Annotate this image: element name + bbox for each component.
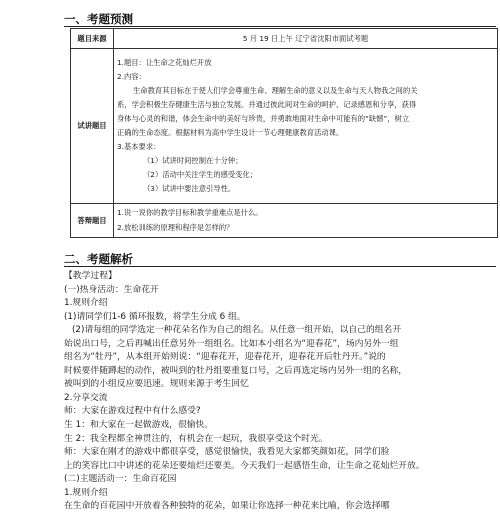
paragraph: 始说出口号，之后再喊出任意另外一组组名。比如本小组名为“迎春花”，场内另外一组 bbox=[64, 338, 399, 349]
topic-line: 1.题目：让生命之花灿烂开放 bbox=[117, 58, 212, 67]
paragraph: 1.规则介绍 bbox=[64, 298, 108, 309]
topic-line: 3.基本要求： bbox=[117, 142, 161, 151]
section-divider bbox=[64, 26, 496, 27]
section-title-predict: 一、考题预测 bbox=[64, 12, 133, 26]
paragraph: 师：大家在刚才的游戏中都很享受，感觉很愉快，我看见大家都笑颜如花，同学们脸 bbox=[64, 447, 390, 458]
defense-content bbox=[114, 204, 498, 238]
paragraph: 组名为“牡丹”，从本组开始则说：“迎春花开，迎春花开，迎春花开后牡丹开。”说的 bbox=[64, 352, 386, 363]
section-title-analysis: 二、考题解析 bbox=[64, 252, 133, 266]
section-divider bbox=[64, 266, 496, 267]
label-defense: 答辩题目 bbox=[71, 204, 114, 238]
paragraph: (二)主题活动一：生命百花园 bbox=[64, 474, 177, 485]
label-source: 题目来源 bbox=[71, 29, 114, 49]
paragraph: 生 1：和大家在一起做游戏，很愉快。 bbox=[64, 420, 214, 431]
exam-table bbox=[70, 28, 498, 238]
paragraph: 2.分享交流 bbox=[64, 392, 108, 403]
topic-line: 正确的生命态度。根据材料为高中学生设计一节心理健康教育活动课。 bbox=[117, 128, 344, 137]
topic-line: 2.内容： bbox=[117, 72, 146, 81]
paragraph: (一)热身活动：生命花开 bbox=[64, 284, 159, 295]
paragraph: 在生命的百花园中开放着各种独特的花朵，如果让你选择一种花来比喻，你会选择哪 bbox=[64, 501, 390, 512]
table-row-defense bbox=[71, 204, 498, 238]
topic-line: 系，学会积极生存健康生活与独立发展。并通过彼此间对生命的呵护、记录感恩和分享，获得 bbox=[117, 100, 417, 109]
paragraph: (1)请同学们1-6 循环报数，将学生分成 6 组。 bbox=[64, 311, 246, 322]
analysis-body bbox=[64, 270, 496, 514]
value-source: 5 月 19 日上午 辽宁省沈阳市面试考题 bbox=[114, 29, 498, 49]
defense-line: 2.放松训练的原理和程序是怎样的？ bbox=[117, 223, 234, 232]
topic-line: （3）试讲中要注意引导性。 bbox=[143, 184, 236, 193]
paragraph: 1.规则介绍 bbox=[64, 487, 108, 498]
topic-line: （2）活动中关注学生的感受变化； bbox=[143, 170, 258, 179]
topic-line: （1）试讲时间控制在十分钟； bbox=[143, 156, 243, 165]
topic-line: 身体与心灵的和谐，体会生命中的美好与珍贵，并勇敢地面对生命中可能有的“缺憾”，树立 bbox=[117, 114, 410, 123]
defense-line: 1.说一说你的教学目标和教学重难点是什么。 bbox=[117, 208, 263, 217]
paragraph: (2)请每组的同学选定一种花朵名作为自己的组名。从任意一组开始，以自己的组名开 bbox=[72, 325, 402, 336]
paragraph: 师：大家在游戏过程中有什么感受? bbox=[64, 406, 201, 417]
label-topic: 试讲题目 bbox=[71, 49, 114, 204]
paragraph: 时候要伴随蹲起的动作，被叫到的牡丹组要重复口号，之后再选定场内另外一组的名称， bbox=[64, 365, 408, 376]
topic-content bbox=[114, 49, 498, 204]
paragraph: 生 2：我全程都全神贯注的，有机会在一起玩，我很享受这个时光。 bbox=[64, 433, 328, 444]
paragraph: 被叫到的小组反应要迅速。规则来源于考生回忆 bbox=[64, 379, 249, 390]
paragraph: 上的笑容比口中讲述的花朵还要灿烂还要美。今天我们一起感悟生命，让生命之花灿烂开放。 bbox=[64, 460, 425, 471]
table-row-topic bbox=[71, 49, 498, 204]
paragraph: 【教学过程】 bbox=[64, 271, 117, 281]
topic-line: 生命教育其目标在于使人们学会尊重生命、理解生命的意义以及生命与天人物我之间的关 bbox=[133, 86, 418, 95]
table-row-source bbox=[71, 29, 498, 49]
